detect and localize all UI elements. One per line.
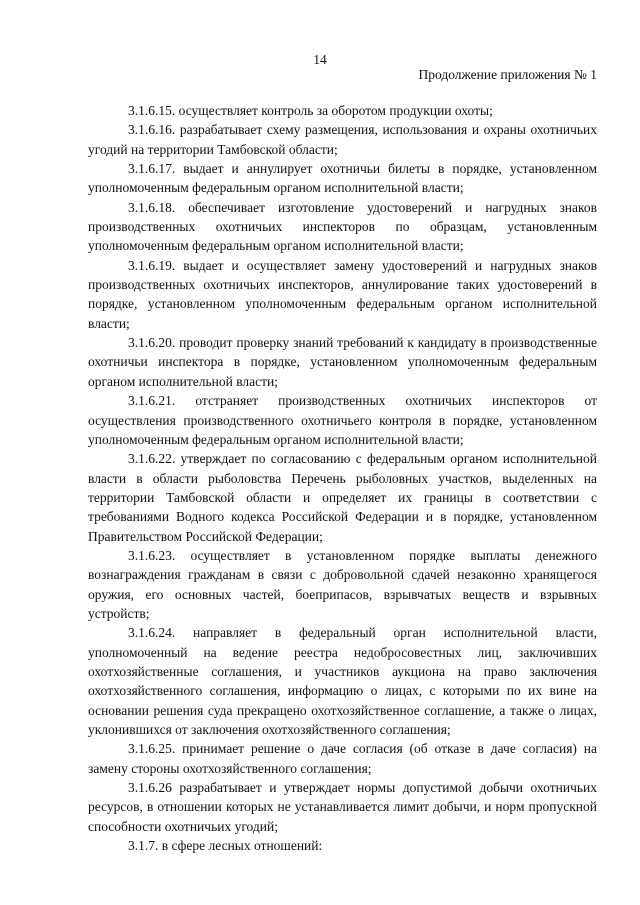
- paragraph-3-1-6-22: 3.1.6.22. утверждает по согласованию с федеральным органом исполнительной власти в области рыболовства Перечень рыболовных участков, выделенных на территории Тамбовской области и определяет их границы в соответствии с требованиями Водного кодекса Российской Федерации и в порядке, установленном Правительством Российской Федерации;: [88, 451, 597, 544]
- paragraph-3-1-7: 3.1.7. в сфере лесных отношений:: [128, 838, 323, 854]
- paragraph-3-1-6-23: 3.1.6.23. осуществляет в установленном порядке выплаты денежного вознаграждения гражданам в связи с добровольной сдачей незаконно хранящегося оружия, его основных частей, боеприпасов, взрывчатых веществ и взрывных устройств;: [88, 547, 597, 621]
- paragraph-3-1-6-25: 3.1.6.25. принимает решение о даче согласия (об отказе в даче согласия) на замену стороны охотхозяйственного соглашения;: [88, 741, 597, 776]
- paragraph-3-1-6-21: 3.1.6.21. отстраняет производственных охотничьих инспекторов от осуществления производственного охотничьего контроля в порядке, установленном уполномоченным федеральным органом исполнительной власти;: [88, 393, 597, 447]
- paragraph-3-1-6-19: 3.1.6.19. выдает и осуществляет замену удостоверений и нагрудных знаков производственных охотничьих инспекторов, аннулирование таких удостоверений в порядке, установленном уполномоченным федеральным органом исполнительной власти;: [88, 257, 597, 331]
- paragraph-3-1-6-16: 3.1.6.16. разрабатывает схему размещения, использования и охраны охотничьих угодий на территории Тамбовской области;: [88, 122, 597, 157]
- page-number: 14: [313, 52, 327, 67]
- paragraph-3-1-6-20: 3.1.6.20. проводит проверку знаний требований к кандидату в производственные охотничьи инспектора в порядке, установленном уполномоченным федеральным органом исполнительной власти;: [88, 335, 597, 389]
- paragraph-3-1-6-17: 3.1.6.17. выдает и аннулирует охотничьи билеты в порядке, установленном уполномоченным федеральным органом исполнительной власти;: [88, 161, 597, 196]
- appendix-caption: Продолжение приложения № 1: [418, 67, 597, 82]
- paragraph-3-1-6-26: 3.1.6.26 разрабатывает и утверждает нормы допустимой добычи охотничьих ресурсов, в отношении которых не устанавливается лимит добычи, и норм пропускной способности охотничьих угодий;: [88, 780, 597, 834]
- paragraph-3-1-6-24: 3.1.6.24. направляет в федеральный орган исполнительной власти, уполномоченный на ведение реестра недобросовестных лиц, заключивших охотхозяйственные соглашения, и участников аукциона на право заключения охотхозяйственного соглашения, информацию о лицах, с которыми по их вине на основании решения суда прекращено охотхозяйственное соглашение, а также о лицах, уклонившихся от заключения охотхозяйственного соглашения;: [88, 625, 597, 737]
- document-body: [88, 101, 597, 855]
- paragraph-3-1-6-18: 3.1.6.18. обеспечивает изготовление удостоверений и нагрудных знаков производственных охотничьих инспекторов по образцам, установленным уполномоченным федеральным органом исполнительной власти;: [88, 199, 597, 254]
- paragraph-3-1-6-15: 3.1.6.15. осуществляет контроль за оборотом продукции охоты;: [128, 103, 493, 118]
